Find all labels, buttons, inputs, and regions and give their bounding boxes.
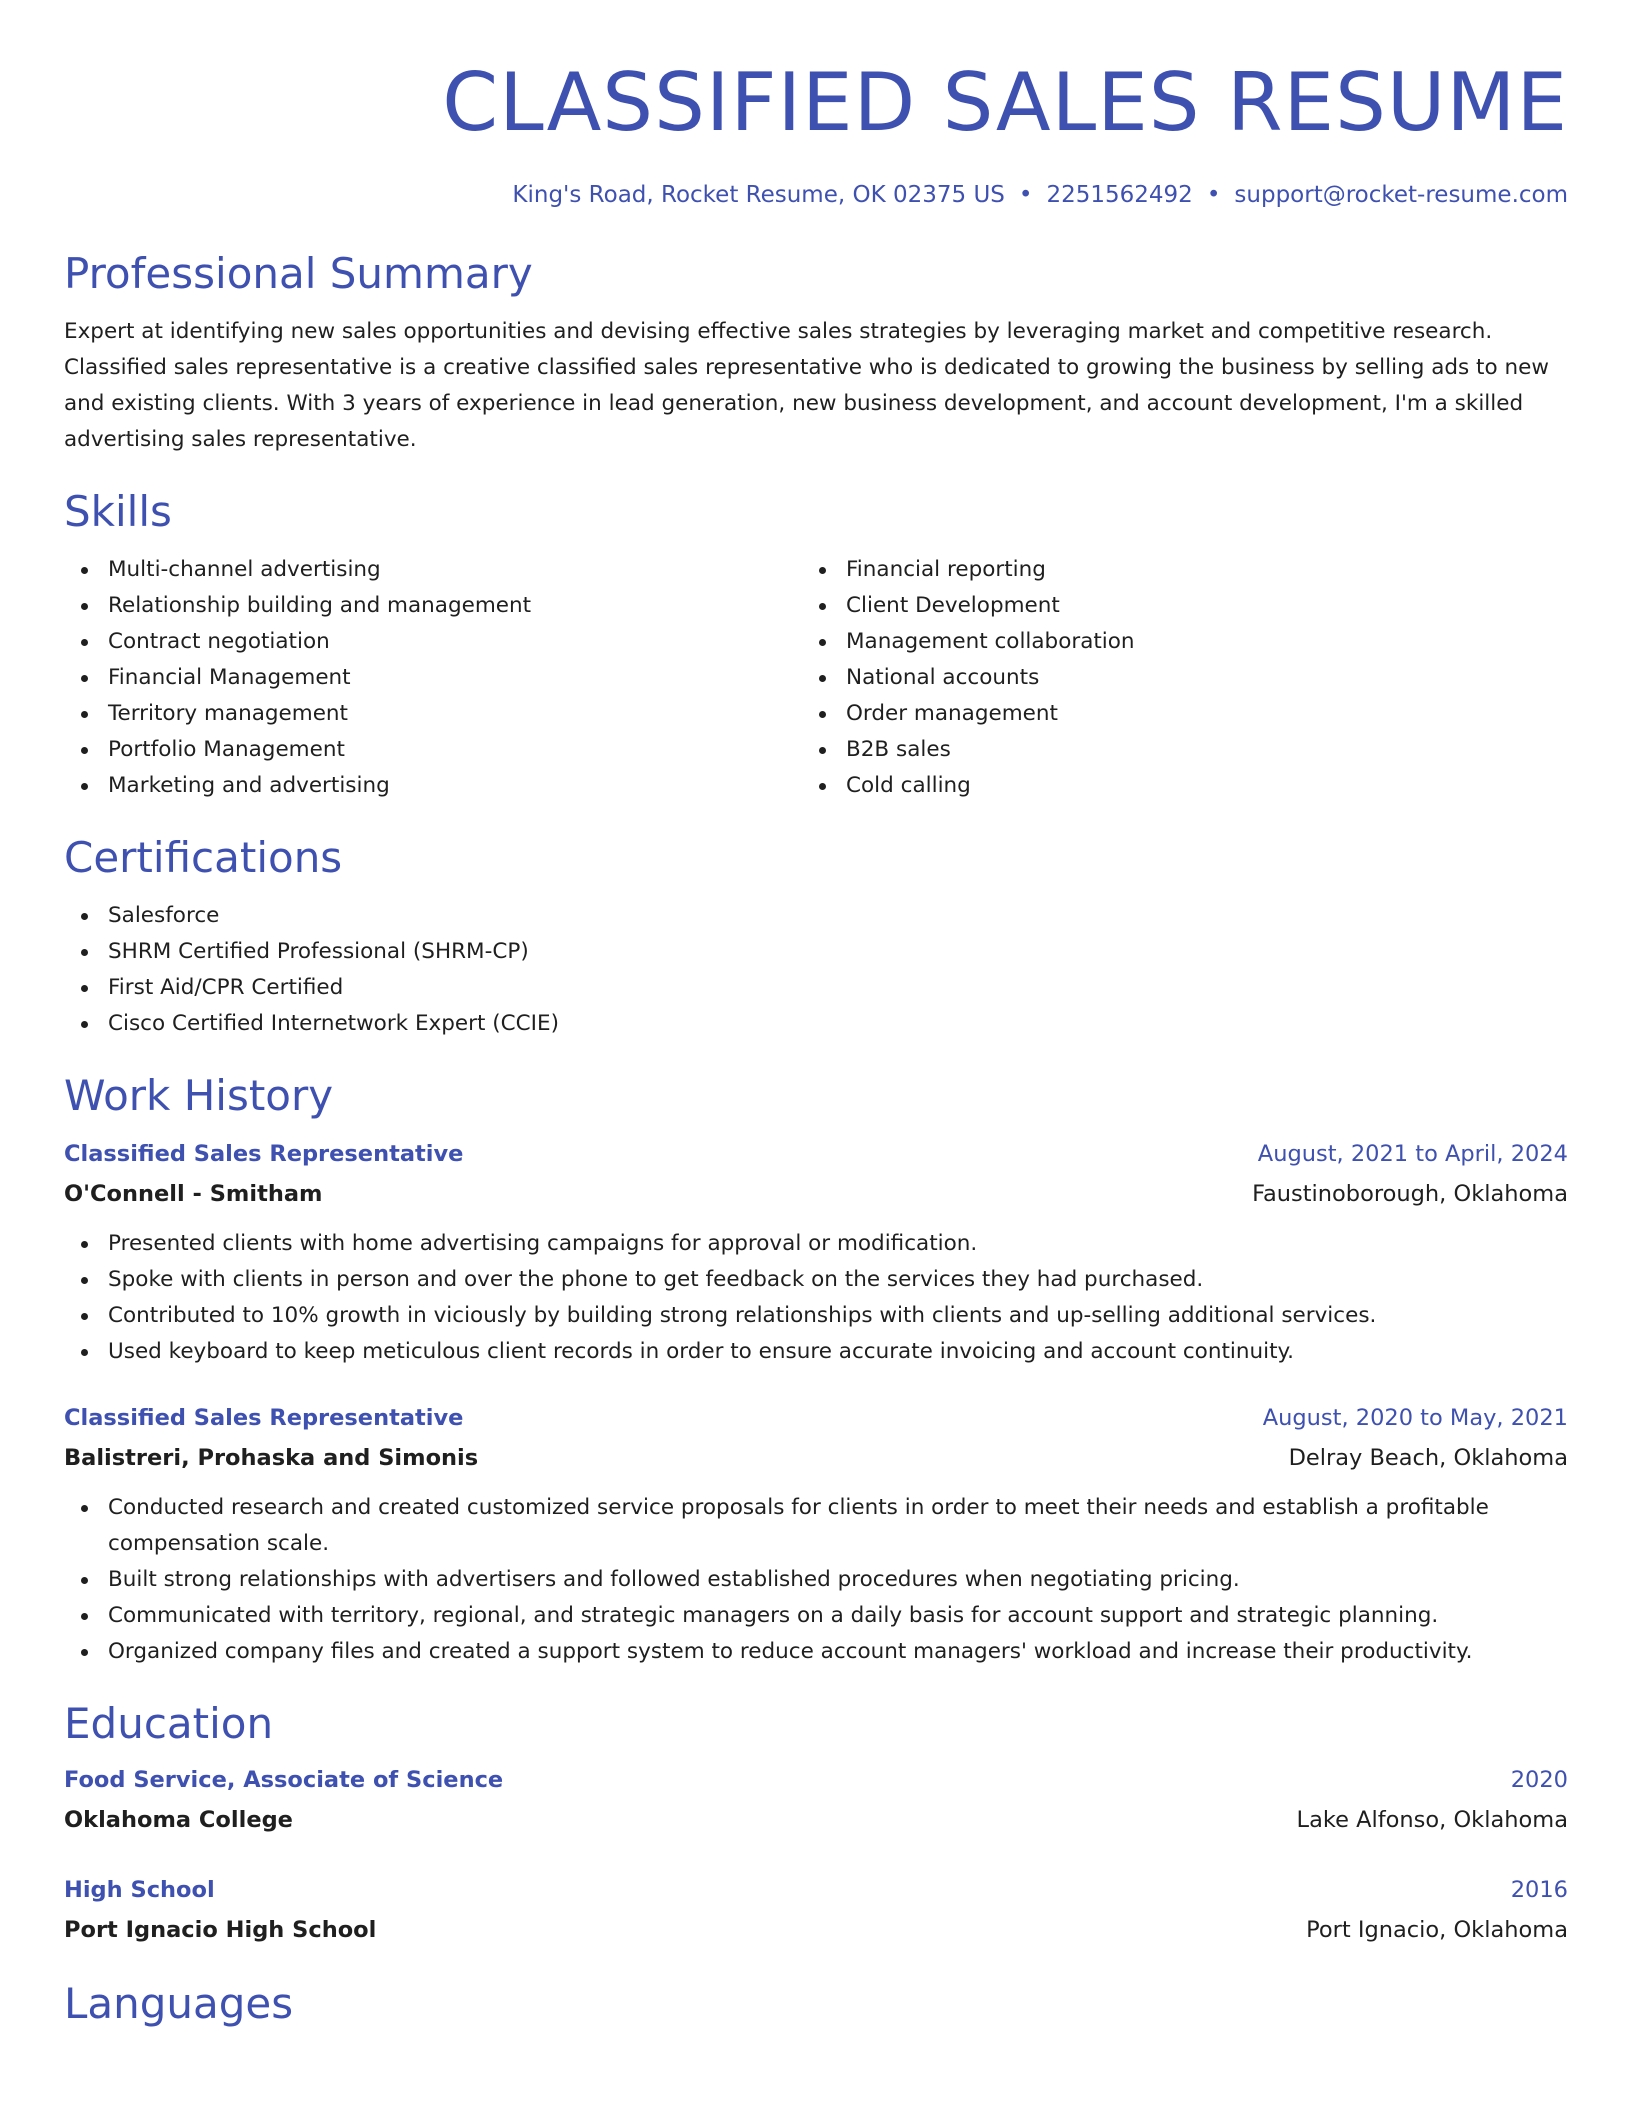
job-bullet: Organized company files and created a support system to reduce account managers' workload and increase their productivity.: [64, 1634, 1568, 1670]
skill-item: Portfolio Management: [64, 732, 802, 768]
certification-item: SHRM Certified Professional (SHRM-CP): [64, 934, 1568, 970]
languages-section: [64, 1976, 1568, 2032]
education-degree: Food Service, Associate of Science: [64, 1767, 504, 1793]
certification-item: Salesforce: [64, 898, 1568, 934]
skill-item: National accounts: [802, 660, 1540, 696]
certifications-list: [64, 898, 1568, 1042]
languages-heading: Languages: [64, 1979, 294, 2028]
summary-section: [64, 246, 1568, 458]
skill-item: Marketing and advertising: [64, 768, 802, 804]
skill-item: Contract negotiation: [64, 624, 802, 660]
skills-list-right: [802, 552, 1540, 804]
skill-item: B2B sales: [802, 732, 1540, 768]
education-degree: High School: [64, 1877, 215, 1903]
contact-separator: •: [1018, 182, 1033, 208]
education-school-row: [64, 1800, 1568, 1840]
job-dates: August, 2020 to May, 2021: [1262, 1405, 1568, 1431]
education-year: 2016: [1510, 1877, 1568, 1903]
skill-item: Client Development: [802, 588, 1540, 624]
education-school: Oklahoma College: [64, 1807, 293, 1833]
skill-item: Territory management: [64, 696, 802, 732]
certifications-heading: Certifications: [64, 833, 343, 882]
job-location: Delray Beach, Oklahoma: [1288, 1445, 1568, 1471]
certification-item: Cisco Certified Internetwork Expert (CCIE): [64, 1006, 1568, 1042]
education-entry: [64, 1870, 1568, 1950]
job-company: Balistreri, Prohaska and Simonis: [64, 1445, 479, 1471]
education-school: Port Ignacio High School: [64, 1917, 377, 1943]
resume-title: CLASSIFIED SALES RESUME: [442, 56, 1568, 149]
job-bullet: Contributed to 10% growth in viciously by building strong relationships with clients and up-selling additional services.: [64, 1298, 1568, 1334]
job-bullet: Presented clients with home advertising campaigns for approval or modification.: [64, 1226, 1568, 1262]
skill-item: Multi-channel advertising: [64, 552, 802, 588]
job-company: O'Connell - Smitham: [64, 1181, 323, 1207]
job-location: Faustinoborough, Oklahoma: [1252, 1181, 1568, 1207]
education-entry: [64, 1760, 1568, 1840]
job-header-row: [64, 1134, 1568, 1174]
skills-list-left: [64, 552, 802, 804]
job-company-row: [64, 1174, 1568, 1214]
job-entry: [64, 1134, 1568, 1370]
summary-text: Expert at identifying new sales opportunities and devising effective sales strategies by leveraging market and competitive research. Classified sales representative is a creative classified sales representative who is dedicated to growing the business by selling ads to new and existing clients. With 3 years of experience in lead generation, new business development, and account development, I'm a skilled advertising sales representative.: [64, 319, 1549, 452]
work-history-section: [64, 1068, 1568, 1670]
job-dates: August, 2021 to April, 2024: [1257, 1141, 1568, 1167]
certification-item: First Aid/CPR Certified: [64, 970, 1568, 1006]
education-school-row: [64, 1910, 1568, 1950]
job-header-row: [64, 1398, 1568, 1438]
job-bullet: Communicated with territory, regional, and strategic managers on a daily basis for account support and strategic planning.: [64, 1598, 1568, 1634]
skill-item: Relationship building and management: [64, 588, 802, 624]
skills-columns: [64, 552, 1568, 804]
job-title: Classified Sales Representative: [64, 1405, 464, 1431]
skill-item: Order management: [802, 696, 1540, 732]
education-location: Lake Alfonso, Oklahoma: [1296, 1807, 1568, 1833]
contact-phone: 2251562492: [1046, 182, 1193, 208]
skill-item: Management collaboration: [802, 624, 1540, 660]
education-header-row: [64, 1870, 1568, 1910]
contact-address: King's Road, Rocket Resume, OK 02375 US: [512, 182, 1005, 208]
certifications-section: [64, 830, 1568, 1042]
job-bullet: Built strong relationships with advertisers and followed established procedures when negotiating pricing.: [64, 1562, 1568, 1598]
education-header-row: [64, 1760, 1568, 1800]
contact-email[interactable]: support@rocket-resume.com: [1234, 182, 1568, 208]
education-heading: Education: [64, 1699, 274, 1748]
job-bullet: Conducted research and created customized service proposals for clients in order to meet their needs and establish a profitable compensation scale.: [64, 1490, 1568, 1562]
education-section: [64, 1696, 1568, 1950]
job-company-row: [64, 1438, 1568, 1478]
job-bullets: [64, 1490, 1568, 1670]
job-bullet: Spoke with clients in person and over the phone to get feedback on the services they had purchased.: [64, 1262, 1568, 1298]
education-year: 2020: [1510, 1767, 1568, 1793]
education-location: Port Ignacio, Oklahoma: [1306, 1917, 1568, 1943]
job-entry: [64, 1398, 1568, 1670]
skills-section: [64, 484, 1568, 804]
skill-item: Cold calling: [802, 768, 1540, 804]
work-history-heading: Work History: [64, 1071, 334, 1120]
summary-heading: Professional Summary: [64, 249, 533, 298]
job-bullets: [64, 1226, 1568, 1370]
job-title: Classified Sales Representative: [64, 1141, 464, 1167]
skill-item: Financial reporting: [802, 552, 1540, 588]
job-bullet: Used keyboard to keep meticulous client records in order to ensure accurate invoicing and account continuity.: [64, 1334, 1568, 1370]
contact-line: [64, 178, 1568, 212]
skills-heading: Skills: [64, 487, 172, 536]
skill-item: Financial Management: [64, 660, 802, 696]
contact-separator: •: [1206, 182, 1221, 208]
